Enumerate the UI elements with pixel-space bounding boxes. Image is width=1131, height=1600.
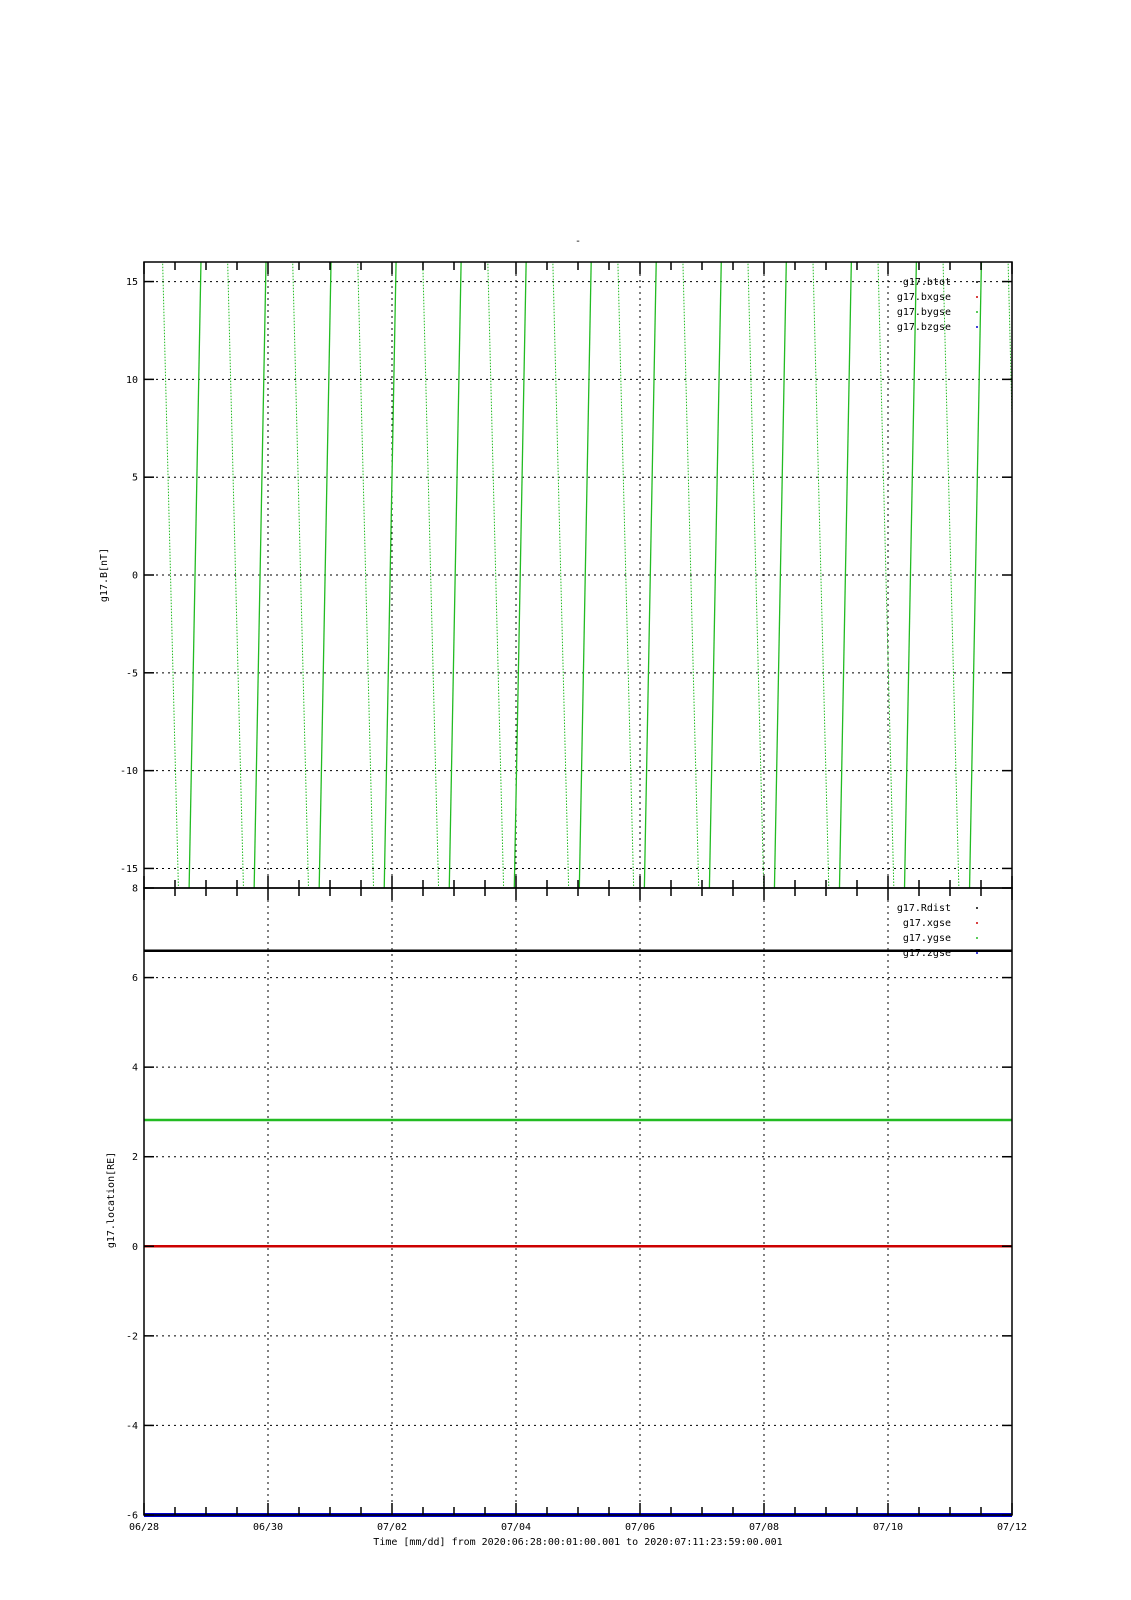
x-tick-label: 07/08 <box>748 1522 780 1533</box>
top-y-tick-label: 10 <box>125 374 138 386</box>
bottom-y-tick-labels <box>126 884 138 1522</box>
bottom-y-tick-label: -2 <box>125 1331 138 1343</box>
x-tick-label: 07/02 <box>376 1522 408 1533</box>
bottom-y-tick-label: 2 <box>131 1152 138 1164</box>
x-axis-footer-label: Time [mm/dd] from 2020:06:28:00:01:00.001 to 2020:07:11:23:59:00.001 <box>373 1537 783 1548</box>
bottom-grid <box>144 888 1012 1515</box>
x-tick-label: 07/10 <box>872 1522 904 1533</box>
bottom-legend-label: g17.Rdist <box>896 903 951 914</box>
top-series-bygse-segment <box>319 258 331 892</box>
top-y-tick-labels <box>120 277 138 875</box>
x-tick-labels <box>129 1522 1027 1533</box>
top-legend-label: g17.btot <box>902 277 951 288</box>
bottom-y-tick-label: 0 <box>131 1241 138 1253</box>
x-tick-label: 07/04 <box>500 1522 532 1533</box>
top-y-tick-label: -10 <box>119 766 138 778</box>
top-y-tick-label: 15 <box>125 277 138 289</box>
x-tick-label: 07/12 <box>996 1522 1028 1533</box>
bottom-tick-marks <box>144 888 1012 1515</box>
top-series-bygse-segment <box>878 258 894 892</box>
x-tick-label: 06/28 <box>128 1522 160 1533</box>
top-grid <box>144 262 1012 888</box>
top-y-tick-label: 5 <box>131 472 138 484</box>
top-y-tick-label: -15 <box>119 863 138 875</box>
top-series-bygse-segment <box>488 258 504 892</box>
bottom-plot-frame <box>144 888 1012 1515</box>
top-legend-label: g17.bygse <box>896 307 951 318</box>
bottom-data-series <box>144 951 1012 1515</box>
top-series-bygse-segment <box>423 258 439 892</box>
top-series-bygse-segment <box>163 258 179 892</box>
top-legend-label: g17.bzgse <box>896 322 951 333</box>
bottom-legend-label: g17.xgse <box>902 918 951 929</box>
top-legend <box>897 277 978 333</box>
location-panel <box>106 884 1027 1534</box>
bottom-legend-label: g17.ygse <box>902 933 951 944</box>
bottom-y-tick-label: -4 <box>125 1420 138 1432</box>
bottom-y-tick-label: -6 <box>125 1510 138 1522</box>
top-y-tick-label: -5 <box>125 668 138 680</box>
page-title: - <box>574 236 582 247</box>
top-series-bygse-segment <box>553 258 569 892</box>
bottom-y-tick-label: 4 <box>131 1062 138 1074</box>
magnetic-field-panel <box>99 258 1024 892</box>
bottom-y-axis-label: g17.location[RE] <box>106 1151 117 1249</box>
top-series-bygse-segment <box>943 258 959 892</box>
top-y-axis-label: g17.B[nT] <box>99 547 110 603</box>
bottom-y-tick-label: 6 <box>131 973 138 985</box>
top-series-bygse-segment <box>774 258 786 892</box>
x-tick-label: 06/30 <box>252 1522 284 1533</box>
top-series-bygse-segment <box>813 258 829 892</box>
top-legend-label: g17.bxgse <box>896 292 951 303</box>
x-tick-label: 07/06 <box>624 1522 656 1533</box>
bottom-y-tick-label: 8 <box>131 883 138 895</box>
top-y-tick-label: 0 <box>131 570 138 582</box>
top-series-bygse-segment <box>709 258 721 892</box>
bottom-legend-label: g17.zgse <box>902 948 951 959</box>
